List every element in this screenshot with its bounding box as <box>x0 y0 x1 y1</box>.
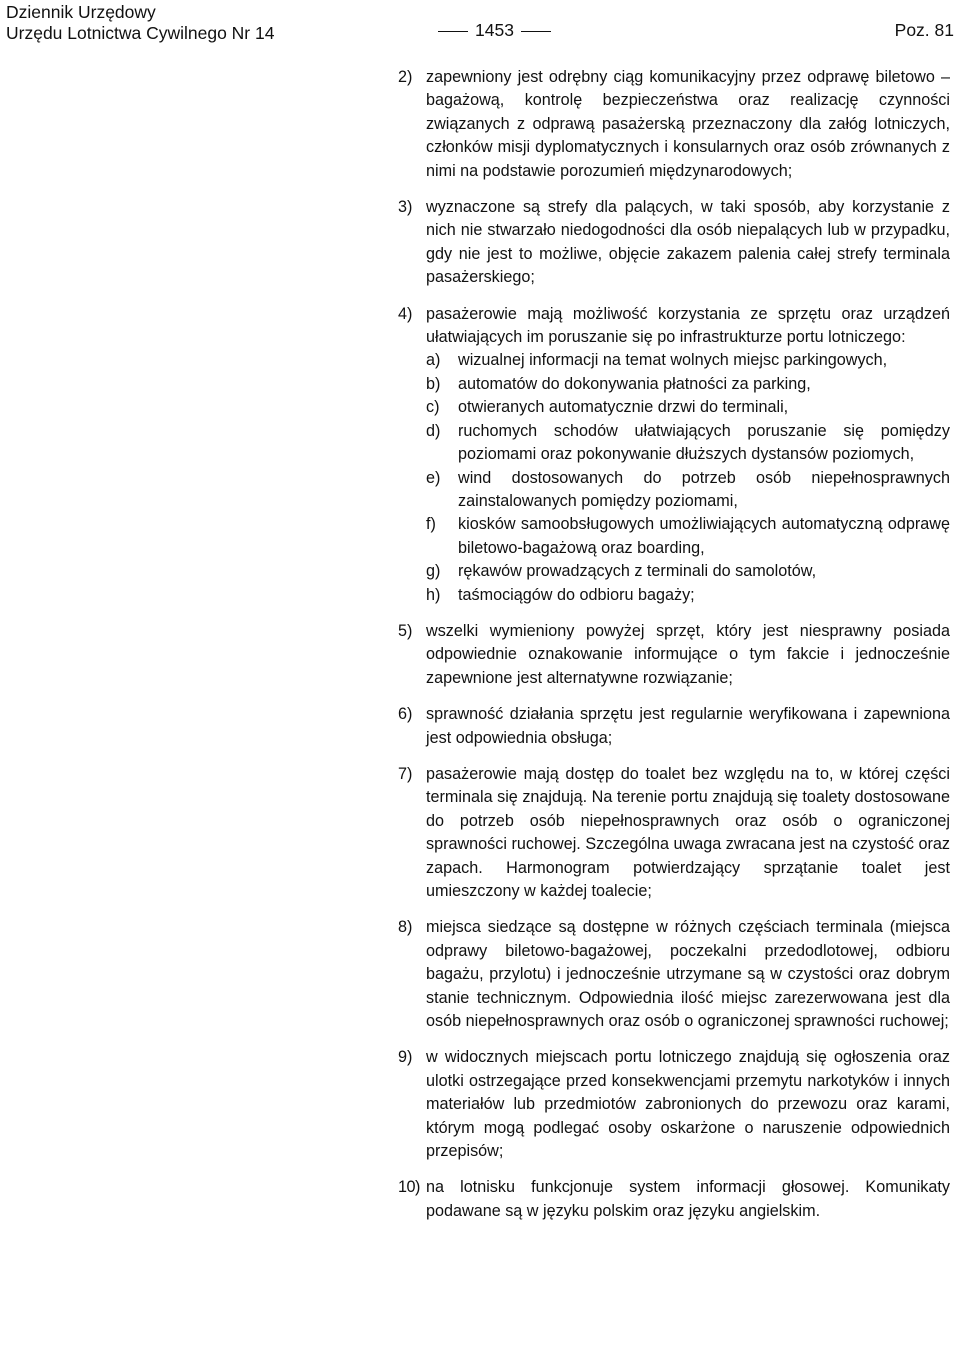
item-number: 10) <box>398 1178 420 1197</box>
list-item <box>398 620 950 690</box>
list-item <box>398 916 950 1033</box>
item-text: sprawność działania sprzętu jest regularnie weryfikowana i zapewniona jest odpowiednia obsługa; <box>426 705 950 747</box>
sub-item-text: ruchomych schodów ułatwiających poruszanie się pomiędzy poziomami oraz pokonywanie dłuższych dystansów poziomych, <box>458 421 950 464</box>
item-number: 4) <box>398 304 413 323</box>
journal-title-line2: Urzędu Lotnictwa Cywilnego Nr 14 <box>6 23 275 43</box>
list-item <box>398 303 950 607</box>
sub-item <box>426 584 950 607</box>
sub-item <box>426 396 950 419</box>
item-text: pasażerowie mają możliwość korzystania ze sprzętu oraz urządzeń ułatwiających im poruszanie się po infrastrukturze portu lotniczego: <box>426 304 950 347</box>
sub-item <box>426 513 950 560</box>
sub-item-label: f) <box>426 515 436 534</box>
document-body <box>398 66 950 1236</box>
sub-item <box>426 373 950 396</box>
item-text: na lotnisku funkcjonuje system informacji głosowej. Komunikaty podawane są w języku polskim oraz języku angielskim. <box>426 1178 950 1220</box>
item-text: w widocznych miejscach portu lotniczego znajdują się ogłoszenia oraz ulotki ostrzegające przed konsekwencjami przemytu narkotyków i innych materiałów lub przedmiotów zabronionych do przewozu oraz karami, którym mogą podlegać osoby oskarżone o naruszenie odpowiednich przepisów; <box>426 1048 950 1161</box>
item-number: 7) <box>398 764 413 783</box>
item-number: 3) <box>398 198 413 217</box>
sub-item-label: a) <box>426 351 441 370</box>
sub-item <box>426 349 950 372</box>
item-number: 2) <box>398 68 413 86</box>
page-number <box>431 20 558 41</box>
sub-item-text: kiosków samoobsługowych umożliwiających automatyczną odprawę biletowo-bagażową oraz boarding, <box>458 515 950 557</box>
sub-item <box>426 560 950 583</box>
journal-title-line1: Dziennik Urzędowy <box>6 2 156 22</box>
list-item <box>398 196 950 290</box>
item-text: miejsca siedzące są dostępne w różnych częściach terminala (miejsca odprawy biletowo-bagażowej, poczekalni przedodlotowej, odbioru bagażu, przylotu) i jednocześnie utrzymane są w czystości oraz dobrym stanie technicznym. Odpowiednia ilość miejsc zarezerwowana jest dla osób niepełnosprawnych oraz osób o ograniczonej sprawności ruchowej; <box>426 918 950 1031</box>
sub-item-label: g) <box>426 562 441 581</box>
page-number-dash-right <box>521 31 551 32</box>
page-header <box>6 0 954 44</box>
sub-item-label: e) <box>426 468 441 487</box>
sub-item-text: automatów do dokonywania płatności za parking, <box>458 374 811 393</box>
sub-item-text: rękawów prowadzących z terminali do samolotów, <box>458 562 817 581</box>
sub-item-label: d) <box>426 421 441 440</box>
item-text: zapewniony jest odrębny ciąg komunikacyjny przez odprawę biletowo – bagażową, kontrolę bezpieczeństwa oraz realizację czynności związanych z odprawą pasażerską przeznaczony dla załóg lotniczych, członków misji dyplomatycznych i konsularnych oraz osób zrównanych z nimi na podstawie porozumień międzynarodowych; <box>426 68 950 180</box>
item-text: wszelki wymieniony powyżej sprzęt, który jest niesprawny posiada odpowiednie oznakowanie informujące o tym fakcie i jednocześnie zapewnione jest alternatywne rozwiązanie; <box>426 621 950 687</box>
sub-item-text: wizualnej informacji na temat wolnych miejsc parkingowych, <box>458 351 888 370</box>
journal-title <box>6 2 274 44</box>
item-number: 8) <box>398 918 413 937</box>
item-text: pasażerowie mają dostęp do toalet bez względu na to, w której części terminala się znajdują. Na terenie portu znajdują się toalety dostosowane do potrzeb osób niepełnosprawnych oraz osób o ograniczonej sprawności ruchowej. Szczególna uwaga zwracana jest na czystość oraz zapach. Harmonogram potwierdzający sprzątanie toalet jest umieszczony w każdej toalecie; <box>426 764 950 900</box>
list-item <box>398 1176 950 1223</box>
item-number: 6) <box>398 705 413 724</box>
list-item <box>398 763 950 903</box>
page-number-dash-left <box>438 31 468 32</box>
list-item <box>398 66 950 183</box>
sub-item <box>426 420 950 467</box>
list-item <box>398 1046 950 1163</box>
page-number-text: 1453 <box>475 20 514 40</box>
sub-item-label: c) <box>426 398 440 417</box>
list-item <box>398 703 950 750</box>
item-number: 5) <box>398 621 413 640</box>
position-number: Poz. 81 <box>894 20 954 40</box>
sub-item-text: wind dostosowanych do potrzeb osób niepełnosprawnych zainstalowanych pomiędzy poziomami, <box>458 468 950 510</box>
item-text: wyznaczone są strefy dla palących, w taki sposób, aby korzystanie z nich nie stwarzało niedogodności dla osób niepalących lub w przypadku, gdy nie jest to możliwe, objęcie zakazem palenia całej strefy terminala pasażerskiego; <box>426 198 950 287</box>
item-number: 9) <box>398 1048 413 1067</box>
sub-item-label: b) <box>426 374 441 393</box>
sub-item-label: h) <box>426 585 441 604</box>
sub-item-text: otwieranych automatycznie drzwi do terminali, <box>458 398 789 417</box>
sub-item <box>426 467 950 514</box>
sub-item-text: taśmociągów do odbioru bagaży; <box>458 585 695 604</box>
